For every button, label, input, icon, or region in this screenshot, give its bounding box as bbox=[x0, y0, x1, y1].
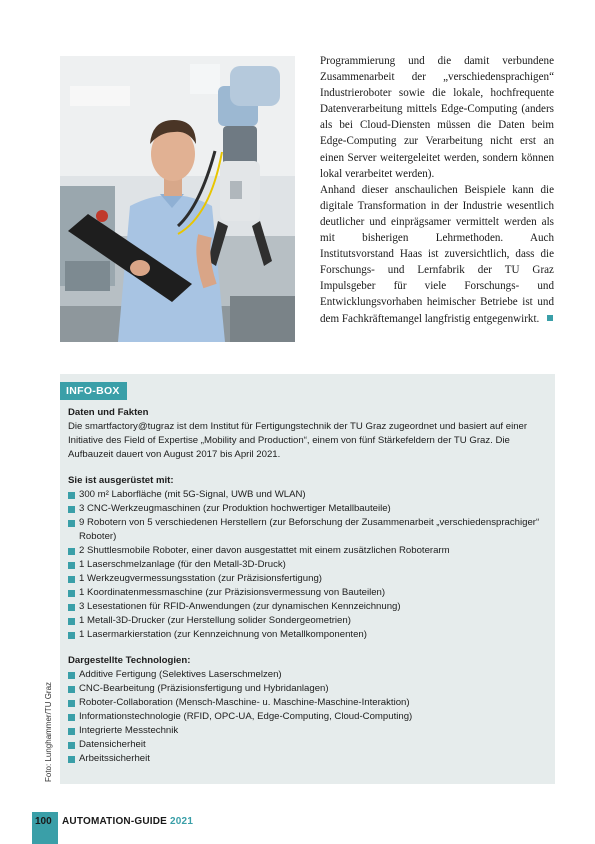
footer-title bbox=[62, 816, 193, 827]
publication-year: 2021 bbox=[170, 816, 194, 827]
article-paragraph-2-text: Anhand dieser anschaulichen Beispiele kann die digitale Transformation in der Industrie wesentlich deutlicher und einprägsamer vermittelt werden als mit bisherigen Lehrmethoden. Auch Institutsvorstand Haas ist zuversichtlich, dass die Forschungs- und Lernfabrik der TU Graz Impulsgeber für viele Forschungs- und Entwicklungsvorhaben heimischer Betriebe ist und dem Fachkräftemangel langfristig entgegenwirkt. bbox=[320, 183, 554, 325]
equipment-item: 3 Lesestationen für RFID-Anwendungen (zur dynamischen Kennzeichnung) bbox=[68, 600, 548, 614]
article-photo bbox=[60, 56, 295, 342]
photo-credit: Foto: Lunghammer/TU Graz bbox=[44, 681, 53, 782]
technology-item: CNC-Bearbeitung (Präzisionsfertigung und Hybridanlagen) bbox=[68, 682, 548, 696]
equipment-item: 1 Koordinatenmessmaschine (zur Präzisionsvermessung von Bauteilen) bbox=[68, 586, 548, 600]
article-body bbox=[320, 53, 554, 327]
technology-item: Integrierte Messtechnik bbox=[68, 724, 548, 738]
technology-item: Roboter-Collaboration (Mensch-Maschine- u. Maschine-Maschine-Interaktion) bbox=[68, 696, 548, 710]
article-paragraph-2 bbox=[320, 182, 554, 327]
technology-item: Informationstechnologie (RFID, OPC-UA, Edge-Computing, Cloud-Computing) bbox=[68, 710, 548, 724]
equipment-item: 300 m² Laborfläche (mit 5G-Signal, UWB und WLAN) bbox=[68, 488, 548, 502]
technologies-list bbox=[68, 668, 548, 766]
technology-item: Additive Fertigung (Selektives Laserschmelzen) bbox=[68, 668, 548, 682]
equipment-item: 9 Robotern von 5 verschiedenen Herstellern (zur Beforschung der Zusammenarbeit „verschiedensprachiger“ Roboter) bbox=[68, 516, 548, 544]
info-box-content bbox=[68, 406, 548, 766]
technologies-heading: Dargestellte Technologien: bbox=[68, 655, 191, 666]
equipment-item: 1 Laserschmelzanlage (für den Metall-3D-Druck) bbox=[68, 558, 548, 572]
equipment-item: 2 Shuttlesmobile Roboter, einer davon ausgestattet mit einem zusätzlichen Roboterarm bbox=[68, 544, 548, 558]
info-box bbox=[60, 374, 555, 784]
publication-title: AUTOMATION-GUIDE bbox=[62, 816, 168, 827]
info-box-label: INFO-BOX bbox=[60, 382, 127, 400]
equipment-item: 3 CNC-Werkzeugmaschinen (zur Produktion hochwertiger Metallbauteile) bbox=[68, 502, 548, 516]
end-of-article-square-icon bbox=[547, 315, 553, 321]
equipment-item: 1 Metall-3D-Drucker (zur Herstellung solider Sondergeometrien) bbox=[68, 614, 548, 628]
facts-text: Die smartfactory@tugraz ist dem Institut für Fertigungstechnik der TU Graz zugeordnet und basiert auf einer Initiative des Field of Expertise „Mobility and Production“, einem von fünf Stärkefeldern der TU Graz. Die Aufbauzeit dauert von August 2017 bis April 2021. bbox=[68, 421, 528, 460]
equipment-heading: Sie ist ausgerüstet mit: bbox=[68, 475, 174, 486]
equipment-item: 1 Lasermarkierstation (zur Kennzeichnung von Metallkomponenten) bbox=[68, 628, 548, 642]
spacer bbox=[68, 462, 548, 474]
technology-item: Datensicherheit bbox=[68, 738, 548, 752]
equipment-list bbox=[68, 488, 548, 642]
article-paragraph-1: Programmierung und die damit verbundene Zusammenarbeit der „verschiedensprachigen“ Industrieroboter sowie die lokale, hochfrequente Datenverarbeitung mittels Edge-Computing (anders als bei Cloud-Diensten müssen die Daten beim Edge-Computing zur Verarbeitung nicht erst an einen Server weitergeleitet werden, sondern können lokal verarbeitet werden). bbox=[320, 55, 554, 180]
technology-item: Arbeitssicherheit bbox=[68, 752, 548, 766]
spacer bbox=[68, 642, 548, 654]
facts-heading: Daten und Fakten bbox=[68, 407, 149, 418]
page-number: 100 bbox=[35, 816, 52, 827]
equipment-item: 1 Werkzeugvermessungsstation (zur Präzisionsfertigung) bbox=[68, 572, 548, 586]
page-number-box bbox=[32, 812, 58, 844]
